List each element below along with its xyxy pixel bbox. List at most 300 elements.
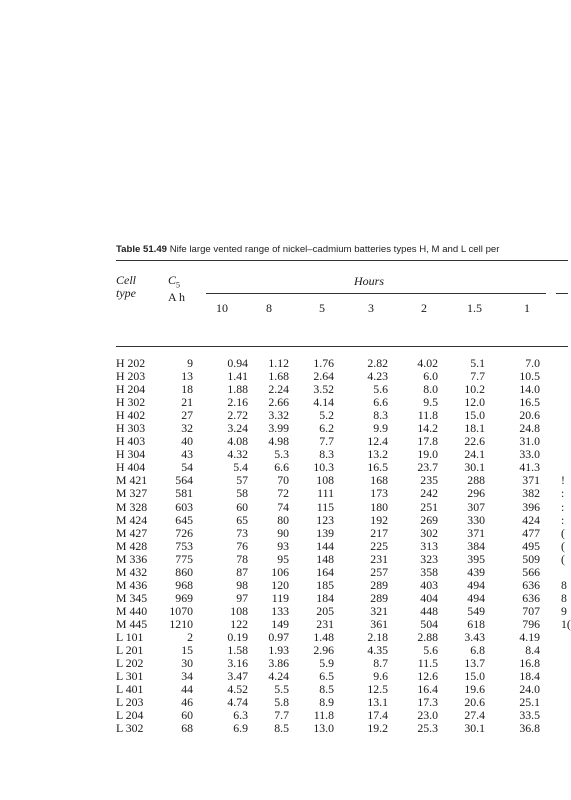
cell-current: 11.8: [313, 708, 334, 723]
cell-current: 313: [420, 538, 438, 553]
cell-current: 16.5: [519, 395, 540, 410]
cell-current: 87: [236, 564, 248, 579]
cell-capacity: 18: [181, 382, 193, 397]
cell-current: 8.9: [319, 695, 334, 710]
cell-current: 14.2: [417, 421, 438, 436]
cell-type: M 327: [116, 486, 148, 501]
cell-current: 0.94: [227, 356, 248, 370]
cell-type: H 404: [116, 460, 146, 475]
cell-current: 395: [467, 551, 485, 566]
cell-current: 4.24: [268, 669, 289, 684]
cell-current: 11.5: [417, 656, 438, 671]
cell-current: 205: [316, 603, 334, 618]
cell-current: 185: [316, 577, 334, 592]
cell-current: 1.48: [313, 629, 334, 644]
cell-current: 1.58: [227, 643, 248, 658]
cell-type: M 432: [116, 564, 148, 579]
header-hour-1-5: 1.5: [467, 301, 482, 315]
cell-capacity: 34: [181, 669, 193, 684]
cell-current: 382: [522, 486, 540, 501]
table-row: [0, 527, 568, 540]
cell-type: M 428: [116, 538, 148, 553]
cell-current: 4.19: [519, 629, 540, 644]
cell-current: 2.66: [268, 395, 289, 410]
cell-current: 25.1: [519, 695, 540, 710]
cell-type: H 203: [116, 369, 146, 384]
header-hours: Hours: [354, 274, 385, 288]
cell-current: 184: [316, 590, 334, 605]
table-row: [0, 579, 568, 592]
table-caption-label: Table 51.49: [116, 244, 168, 255]
cell-current: 5.9: [319, 656, 334, 671]
cell-current: 3.86: [268, 656, 289, 671]
cell-current: 269: [420, 512, 438, 527]
cell-current: 288: [467, 473, 485, 488]
cell-type: M 421: [116, 473, 148, 488]
cell-current: 60: [236, 499, 248, 514]
cell-current: 384: [467, 538, 485, 553]
cell-current: 33.5: [519, 708, 540, 723]
cell-current: 3.24: [227, 421, 248, 436]
cell-current: 20.6: [464, 695, 485, 710]
cell-current: 133: [271, 603, 289, 618]
cell-current: 796: [522, 616, 540, 631]
header-cell-type: [116, 274, 136, 300]
cell-current: 231: [370, 551, 388, 566]
cell-current: 1.12: [268, 356, 289, 370]
table-body: [0, 356, 571, 736]
cell-current: 323: [420, 551, 438, 566]
cell-current: 70: [277, 473, 289, 488]
cell-current: 5.6: [373, 382, 388, 397]
cell-current: 108: [230, 603, 248, 618]
cell-current: 73: [236, 525, 248, 540]
cell-capacity: 13: [181, 369, 193, 384]
cell-capacity: 9: [187, 356, 193, 370]
cell-current: 495: [522, 538, 540, 553]
cell-capacity: 15: [181, 643, 193, 658]
cell-current: 18.1: [464, 421, 485, 436]
cell-capacity: 60: [181, 708, 193, 723]
cell-current: 1.93: [268, 643, 289, 658]
cell-current: 549: [467, 603, 485, 618]
cell-current: 139: [316, 525, 334, 540]
cell-current: 251: [420, 499, 438, 514]
cell-current: 14.0: [519, 382, 540, 397]
header-hour-2: 2: [421, 301, 427, 315]
cell-current: 148: [316, 551, 334, 566]
cell-current: 10.2: [464, 382, 485, 397]
cell-current: 17.3: [417, 695, 438, 710]
cell-current: 1.41: [227, 369, 248, 384]
cell-current: 20.6: [519, 408, 540, 423]
cell-current: 192: [370, 512, 388, 527]
cell-current: 36.8: [519, 721, 540, 736]
cell-current: 41.3: [519, 460, 540, 475]
cell-type: M 427: [116, 525, 148, 540]
cell-current: 6.6: [373, 395, 388, 410]
cell-capacity: 564: [175, 473, 193, 488]
cell-capacity: 54: [181, 460, 193, 475]
cell-current: 33.0: [519, 447, 540, 462]
cell-current: 4.14: [313, 395, 334, 410]
cell-current: 27.4: [464, 708, 485, 723]
cell-current: 25.3: [417, 721, 438, 736]
cell-cropped: 8: [561, 577, 567, 592]
cell-current: 93: [277, 538, 289, 553]
header-capacity: [168, 274, 185, 304]
cell-current: 404: [420, 590, 438, 605]
cell-current: 13.7: [464, 656, 485, 671]
cell-current: 242: [420, 486, 438, 501]
cell-cropped: 9: [561, 603, 567, 618]
table-row: [0, 566, 568, 579]
cell-current: 173: [370, 486, 388, 501]
table-top-rule: [116, 260, 568, 261]
cell-cropped: (: [561, 551, 565, 566]
cell-current: 19.6: [464, 682, 485, 697]
cell-capacity: 726: [175, 525, 193, 540]
cell-current: 108: [316, 473, 334, 488]
cell-current: 11.8: [417, 408, 438, 423]
table-row: [0, 553, 568, 566]
table-row: [0, 501, 568, 514]
cell-current: 12.6: [417, 669, 438, 684]
cell-type: L 302: [116, 721, 144, 736]
cell-current: 494: [467, 590, 485, 605]
cell-current: 13.0: [313, 721, 334, 736]
cell-type: L 201: [116, 643, 144, 658]
cell-current: 2.18: [367, 629, 388, 644]
cell-current: 76: [236, 538, 248, 553]
cell-current: 6.6: [274, 460, 289, 475]
cell-current: 4.32: [227, 447, 248, 462]
cell-current: 8.5: [319, 682, 334, 697]
cell-current: 1.88: [227, 382, 248, 397]
cell-current: 509: [522, 551, 540, 566]
cell-capacity: 645: [175, 512, 193, 527]
cell-capacity: 27: [181, 408, 193, 423]
cell-current: 6.8: [470, 643, 485, 658]
cell-type: H 403: [116, 434, 146, 449]
cell-current: 24.1: [464, 447, 485, 462]
hours-rule-continued: [556, 293, 568, 294]
cell-type: H 303: [116, 421, 146, 436]
table-row: [0, 592, 568, 605]
cell-current: 6.5: [319, 669, 334, 684]
cell-current: 7.7: [274, 708, 289, 723]
cell-current: 10.5: [519, 369, 540, 384]
cell-current: 4.52: [227, 682, 248, 697]
cell-current: 10.3: [313, 460, 334, 475]
cell-type: M 436: [116, 577, 148, 592]
cell-current: 23.0: [417, 708, 438, 723]
cell-cropped: (: [561, 525, 565, 540]
cell-current: 23.7: [417, 460, 438, 475]
cell-current: 95: [277, 551, 289, 566]
cell-current: 122: [230, 616, 248, 631]
cell-cropped: :: [561, 499, 565, 514]
cell-current: 396: [522, 499, 540, 514]
cell-current: 2.82: [367, 356, 388, 370]
cell-type: M 445: [116, 616, 148, 631]
table-row: [0, 540, 568, 553]
cell-current: 4.02: [417, 356, 438, 370]
cell-current: 3.43: [464, 629, 485, 644]
cell-current: 5.6: [423, 643, 438, 658]
cell-current: 98: [236, 577, 248, 592]
cell-current: 330: [467, 512, 485, 527]
cell-capacity: 860: [175, 564, 193, 579]
cell-current: 4.23: [367, 369, 388, 384]
cell-current: 13.2: [367, 447, 388, 462]
cell-type: L 401: [116, 682, 144, 697]
cell-current: 15.0: [464, 408, 485, 423]
cell-current: 8.7: [373, 656, 388, 671]
cell-type: L 204: [116, 708, 144, 723]
cell-current: 403: [420, 577, 438, 592]
cell-current: 7.7: [470, 369, 485, 384]
cell-current: 180: [370, 499, 388, 514]
cell-current: 0.97: [268, 629, 289, 644]
cell-capacity: 32: [181, 421, 193, 436]
cell-current: 80: [277, 512, 289, 527]
cell-current: 4.74: [227, 695, 248, 710]
cell-capacity: 969: [175, 590, 193, 605]
cell-capacity: 968: [175, 577, 193, 592]
header-hour-10: 10: [216, 301, 228, 315]
cell-current: 235: [420, 473, 438, 488]
table-header-rule: [116, 346, 568, 347]
cell-current: 9.6: [373, 669, 388, 684]
cell-capacity: 43: [181, 447, 193, 462]
cell-current: 8.3: [373, 408, 388, 423]
cell-current: 7.0: [525, 356, 540, 370]
cell-current: 618: [467, 616, 485, 631]
cell-current: 361: [370, 616, 388, 631]
cell-current: 494: [467, 577, 485, 592]
cell-cropped: :: [561, 486, 565, 501]
cell-current: 13.1: [367, 695, 388, 710]
cell-type: L 101: [116, 629, 144, 644]
cell-current: 2.72: [227, 408, 248, 423]
cell-cropped: :: [561, 512, 565, 527]
cell-current: 31.0: [519, 434, 540, 449]
table-row: [0, 487, 568, 500]
cell-capacity: 581: [175, 486, 193, 501]
cell-current: 123: [316, 512, 334, 527]
cell-current: 636: [522, 590, 540, 605]
cell-current: 4.98: [268, 434, 289, 449]
cell-current: 307: [467, 499, 485, 514]
cell-type: H 302: [116, 395, 146, 410]
cell-current: 19.2: [367, 721, 388, 736]
cell-current: 8.3: [319, 447, 334, 462]
cell-current: 17.8: [417, 434, 438, 449]
cell-current: 5.1: [470, 356, 485, 370]
header-cell-line2: type: [116, 286, 136, 300]
header-hour-1: 1: [524, 301, 530, 315]
cell-capacity: 2: [187, 629, 193, 644]
cell-current: 5.5: [274, 682, 289, 697]
cell-current: 8.0: [423, 382, 438, 397]
cell-current: 217: [370, 525, 388, 540]
cell-current: 566: [522, 564, 540, 579]
cell-current: 111: [317, 486, 334, 501]
cell-current: 12.5: [367, 682, 388, 697]
cell-type: M 345: [116, 590, 148, 605]
cell-current: 6.0: [423, 369, 438, 384]
cell-current: 16.4: [417, 682, 438, 697]
cell-type: L 203: [116, 695, 144, 710]
cell-capacity: 30: [181, 656, 193, 671]
cell-capacity: 46: [181, 695, 193, 710]
cell-cropped: (: [561, 538, 565, 553]
cell-current: 115: [316, 499, 334, 514]
cell-current: 74: [277, 499, 289, 514]
header-cs-unit: A h: [168, 290, 186, 305]
cell-current: 168: [370, 473, 388, 488]
cell-capacity: 603: [175, 499, 193, 514]
cell-current: 289: [370, 590, 388, 605]
cell-current: 302: [420, 525, 438, 540]
cell-type: H 202: [116, 356, 146, 370]
cell-current: 3.32: [268, 408, 289, 423]
cell-current: 8.4: [525, 643, 540, 658]
cell-current: 16.8: [519, 656, 540, 671]
cell-capacity: 44: [181, 682, 193, 697]
table-caption-text: Nife large vented range of nickel–cadmium batteries types H, M and L cell per: [169, 244, 500, 255]
cell-current: 7.7: [319, 434, 334, 449]
cell-current: 3.52: [313, 382, 334, 397]
table-row: [0, 722, 568, 735]
cell-current: 371: [522, 473, 540, 488]
cell-current: 2.64: [313, 369, 334, 384]
cell-current: 289: [370, 577, 388, 592]
table-row: [0, 605, 568, 618]
header-hour-3: 3: [368, 301, 374, 315]
header-cs-main: C: [168, 273, 177, 287]
header-cs-sub: 5: [176, 280, 181, 290]
header-hour-5: 5: [319, 301, 325, 315]
cell-current: 144: [316, 538, 334, 553]
cell-current: 149: [271, 616, 289, 631]
cell-capacity: 1210: [169, 616, 193, 631]
table-row: [0, 514, 568, 527]
cell-current: 3.99: [268, 421, 289, 436]
cell-current: 24.0: [519, 682, 540, 697]
table-caption: [116, 244, 499, 255]
cell-current: 6.3: [233, 708, 248, 723]
cell-current: 231: [316, 616, 334, 631]
cell-current: 15.0: [464, 669, 485, 684]
cell-current: 24.8: [519, 421, 540, 436]
cell-current: 6.9: [233, 721, 248, 736]
cell-current: 30.1: [464, 460, 485, 475]
cell-current: 58: [236, 486, 248, 501]
cell-current: 504: [420, 616, 438, 631]
cell-current: 9.9: [373, 421, 388, 436]
cell-current: 439: [467, 564, 485, 579]
cell-current: 424: [522, 512, 540, 527]
cell-current: 296: [467, 486, 485, 501]
hours-rule: [206, 293, 546, 294]
cell-current: 8.5: [274, 721, 289, 736]
cell-cropped: 1(: [561, 616, 571, 631]
cell-capacity: 68: [181, 721, 193, 736]
cell-current: 22.6: [464, 434, 485, 449]
cell-current: 2.96: [313, 643, 334, 658]
cell-current: 97: [236, 590, 248, 605]
cell-type: H 402: [116, 408, 146, 423]
cell-type: M 336: [116, 551, 148, 566]
cell-current: 0.19: [227, 629, 248, 644]
cell-current: 12.4: [367, 434, 388, 449]
cell-current: 358: [420, 564, 438, 579]
cell-current: 371: [467, 525, 485, 540]
cell-current: 477: [522, 525, 540, 540]
cell-current: 5.4: [233, 460, 248, 475]
cell-type: L 202: [116, 656, 144, 671]
cell-current: 78: [236, 551, 248, 566]
cell-current: 2.24: [268, 382, 289, 397]
cell-current: 18.4: [519, 669, 540, 684]
cell-current: 2.16: [227, 395, 248, 410]
cell-capacity: 21: [181, 395, 193, 410]
cell-current: 17.4: [367, 708, 388, 723]
cell-type: M 440: [116, 603, 148, 618]
cell-current: 106: [271, 564, 289, 579]
cell-cropped: 8: [561, 590, 567, 605]
header-hour-8: 8: [266, 301, 272, 315]
cell-capacity: 1070: [169, 603, 193, 618]
cell-current: 4.08: [227, 434, 248, 449]
cell-current: 65: [236, 512, 248, 527]
cell-current: 19.0: [417, 447, 438, 462]
cell-capacity: 753: [175, 538, 193, 553]
cell-current: 16.5: [367, 460, 388, 475]
cell-type: L 301: [116, 669, 144, 684]
cell-current: 448: [420, 603, 438, 618]
cell-current: 9.5: [423, 395, 438, 410]
cell-current: 3.47: [227, 669, 248, 684]
cell-type: H 204: [116, 382, 146, 397]
cell-current: 1.76: [313, 356, 334, 370]
cell-current: 5.3: [274, 447, 289, 462]
cell-type: M 328: [116, 499, 148, 514]
cell-capacity: 775: [175, 551, 193, 566]
cell-capacity: 40: [181, 434, 193, 449]
cell-current: 6.2: [319, 421, 334, 436]
cell-current: 225: [370, 538, 388, 553]
cell-current: 90: [277, 525, 289, 540]
cell-current: 1.68: [268, 369, 289, 384]
cell-cropped: !: [561, 473, 565, 488]
cell-current: 5.2: [319, 408, 334, 423]
cell-current: 5.8: [274, 695, 289, 710]
cell-type: M 424: [116, 512, 148, 527]
cell-current: 164: [316, 564, 334, 579]
cell-current: 2.88: [417, 629, 438, 644]
cell-current: 120: [271, 577, 289, 592]
cell-current: 636: [522, 577, 540, 592]
cell-current: 257: [370, 564, 388, 579]
header-cell-line1: Cell: [116, 273, 136, 287]
cell-current: 4.35: [367, 643, 388, 658]
cell-current: 30.1: [464, 721, 485, 736]
cell-type: H 304: [116, 447, 146, 462]
cell-current: 12.0: [464, 395, 485, 410]
